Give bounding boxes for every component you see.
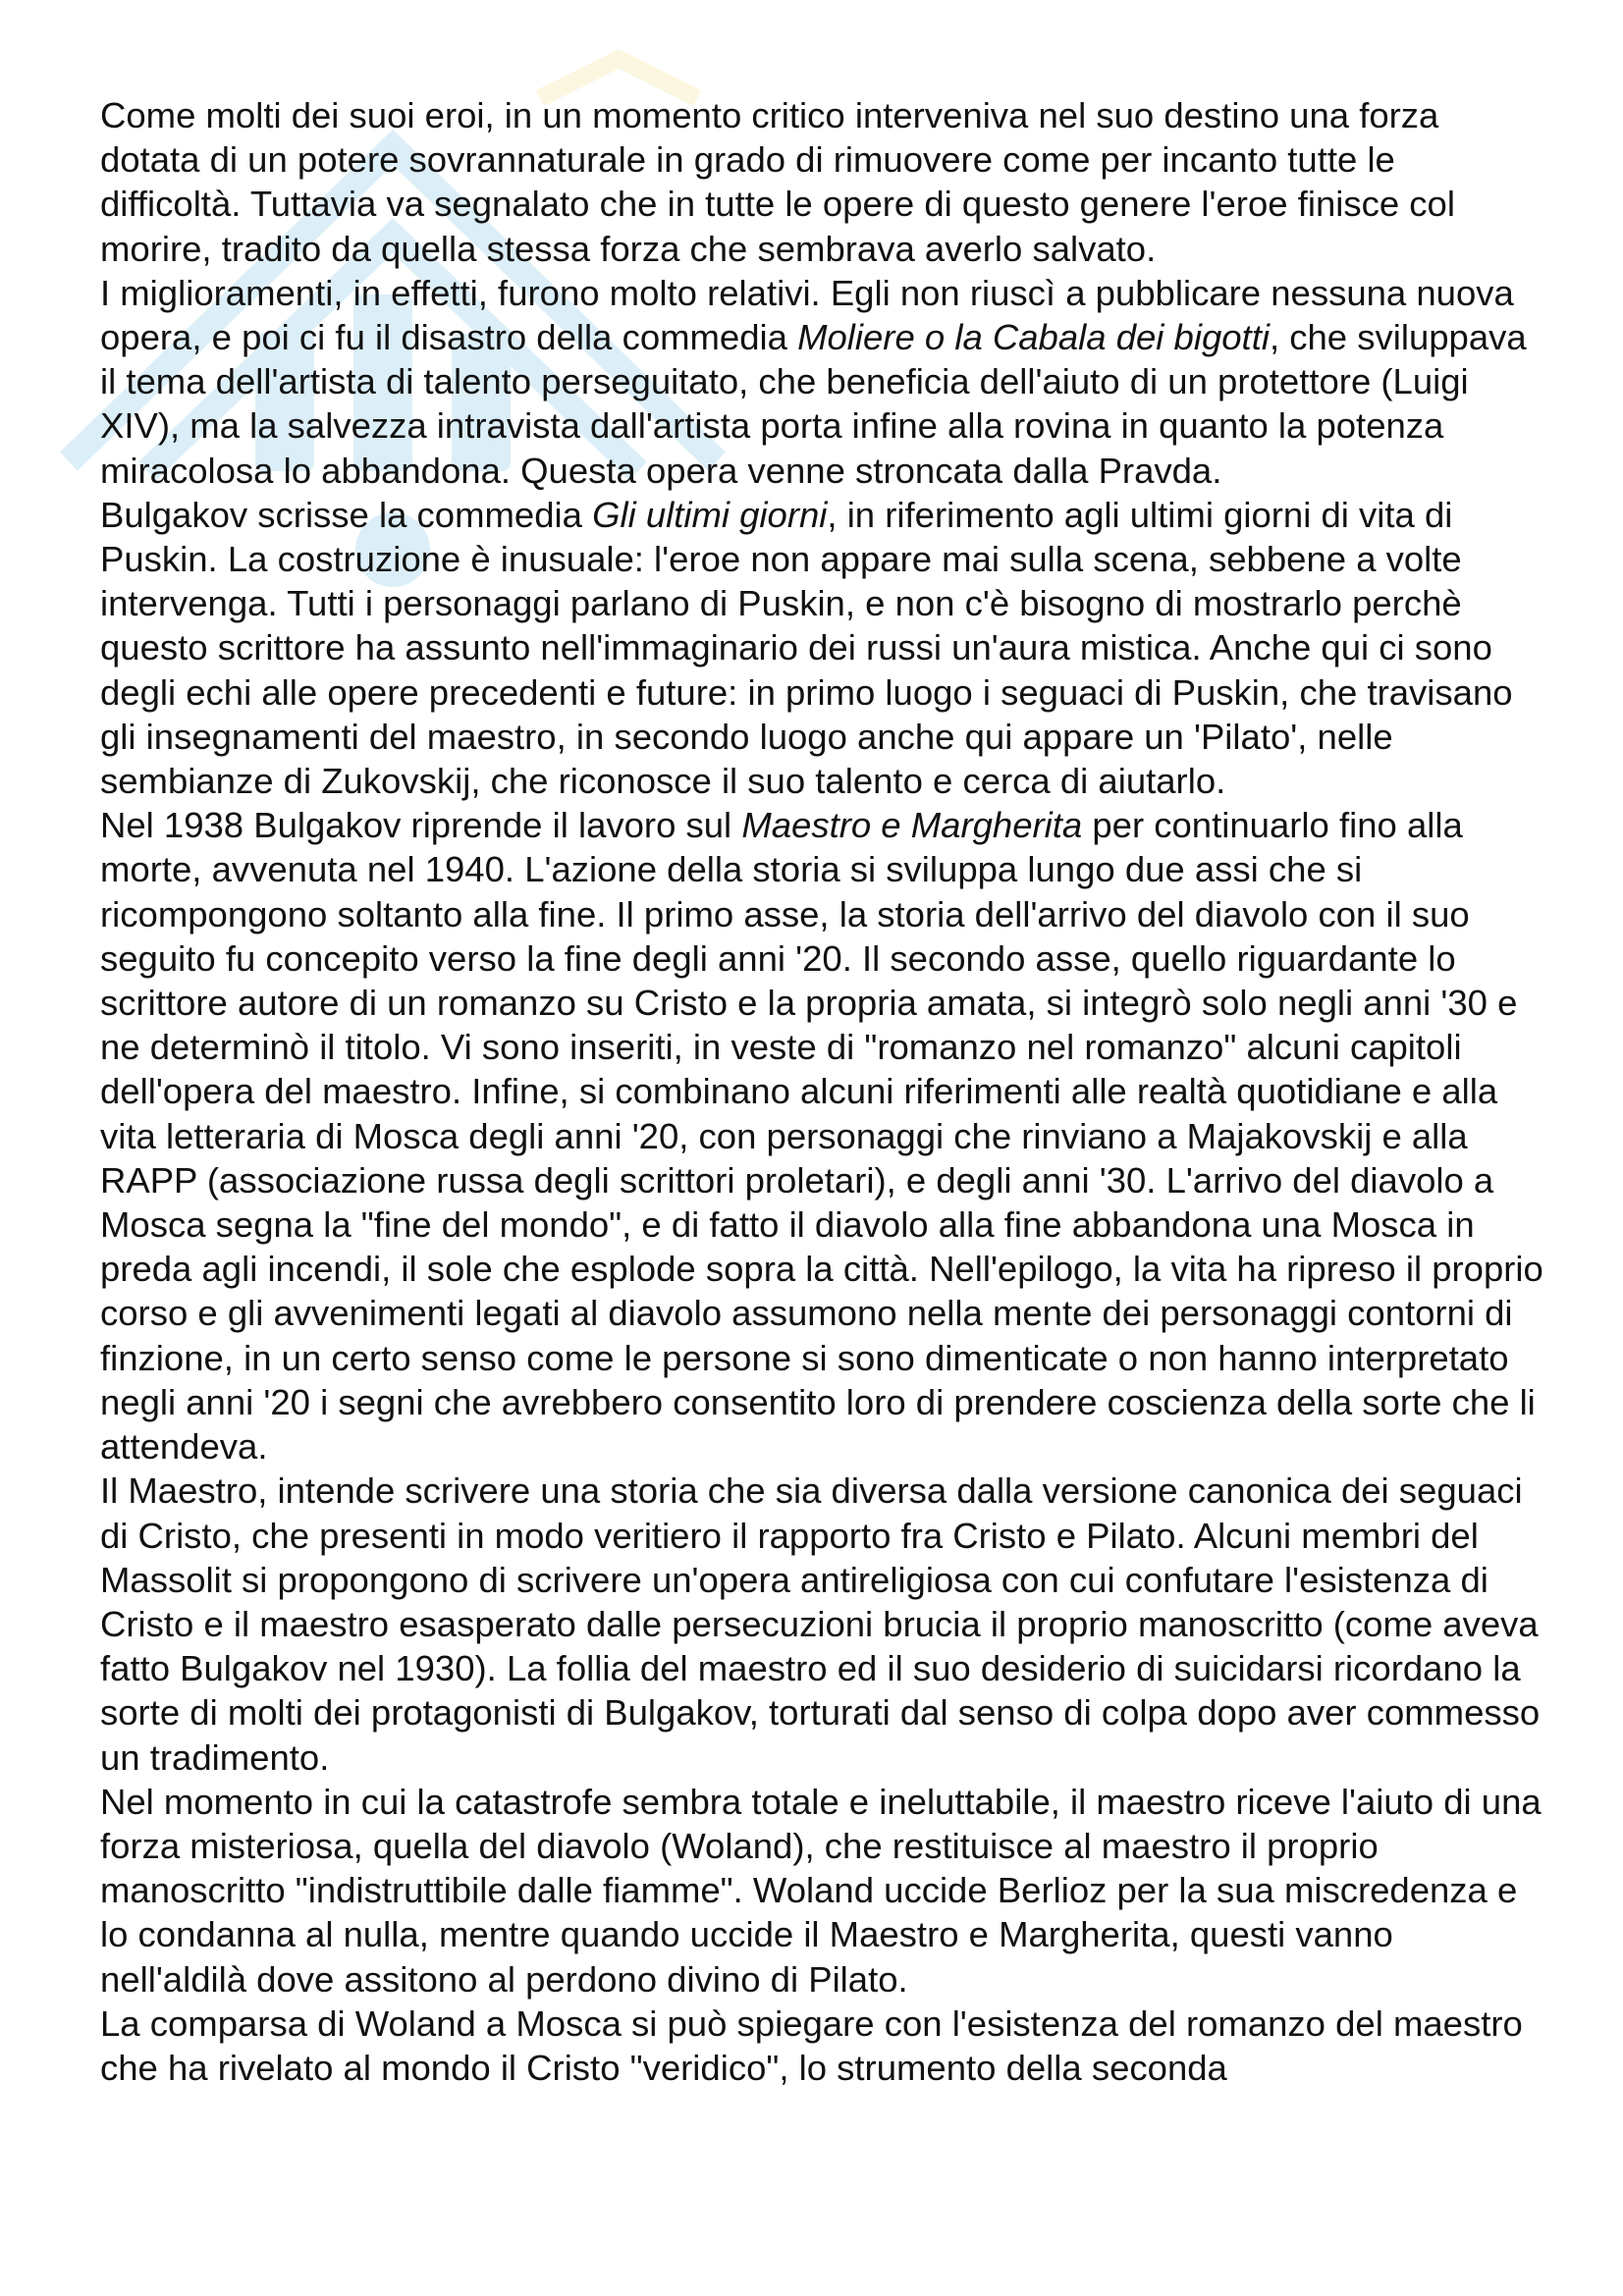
paragraph	[100, 1780, 1543, 2002]
paragraph	[100, 1468, 1543, 1779]
paragraph	[100, 93, 1543, 271]
paragraph-text: Nel momento in cui la catastrofe sembra totale e ineluttabile, il maestro riceve l'aiuto di una forza misteriosa, quella del diavolo (Woland), che restituisce al maestro il proprio manoscritto "indistruttibile dalle fiamme". Woland uccide Berlioz per la sua miscredenza e lo condanna al nulla, mentre quando uccide il Maestro e Margherita, questi vanno nell'aldilà dove assitono al perdono divino di Pilato.	[100, 1781, 1542, 2000]
paragraph-text: per continuarlo fino alla morte, avvenuta nel 1940. L'azione della storia si sviluppa lungo due assi che si ricompongono soltanto alla fine. Il primo asse, la storia dell'arrivo del diavolo con il suo seguito fu concepito verso la fine degli anni '20. Il secondo asse, quello riguardante lo scrittore autore di un romanzo su Cristo e la propria amata, si integrò solo negli anni '30 e ne determinò il titolo. Vi sono inseriti, in veste di "romanzo nel romanzo" alcuni capitoli dell'opera del maestro. Infine, si combinano alcuni riferimenti alle realtà quotidiane e alla vita letteraria di Mosca degli anni '20, con personaggi che rinviano a Majakovskij e alla RAPP (associazione russa degli scrittori proletari), e degli anni '30. L'arrivo del diavolo a Mosca segna la "fine del mondo", e di fatto il diavolo alla fine abbandona una Mosca in preda agli incendi, il sole che esplode sopra la città. Nell'epilogo, la vita ha ripreso il proprio corso e gli avvenimenti legati al diavolo assumono nella mente dei personaggi contorni di finzione, in un certo senso come le persone si sono dimenticate o non hanno interpretato negli anni '20 i segni che avrebbero consentito loro di prendere coscienza della sorte che li attendeva.	[100, 805, 1543, 1468]
paragraph	[100, 2002, 1543, 2090]
paragraph-text: , che sviluppava il tema dell'artista di talento perseguitato, che beneficia dell'aiuto di un protettore (Luigi XIV), ma la salvezza intravista dall'artista porta infine alla rovina in quanto la potenza miracolosa lo abbandona. Questa opera venne stroncata dalla Pravda.	[100, 317, 1527, 491]
paragraph-text: Nel 1938 Bulgakov riprende il lavoro sul	[100, 805, 742, 846]
paragraph	[100, 803, 1543, 1468]
paragraph-text: La comparsa di Woland a Mosca si può spiegare con l'esistenza del romanzo del maestro che ha rivelato al mondo il Cristo "veridico", lo strumento della seconda	[100, 2002, 1523, 2088]
paragraph	[100, 493, 1543, 803]
italic-title-text: Maestro e Margherita	[741, 805, 1083, 846]
paragraph-text: Bulgakov scrisse la commedia	[100, 494, 593, 535]
paragraph-text: I miglioramenti, in effetti, furono molto relativi. Egli non riuscì a pubblicare nessuna nuova opera, e poi ci fu il disastro della commedia	[100, 272, 1514, 358]
italic-title-text: Moliere o la Cabala dei bigotti	[797, 317, 1270, 358]
document-body	[100, 93, 1543, 2090]
paragraph	[100, 271, 1543, 493]
paragraph-text: Come molti dei suoi eroi, in un momento critico interveniva nel suo destino una forza dotata di un potere sovrannaturale in grado di rimuovere come per incanto tutte le difficoltà. Tuttavia va segnalato che in tutte le opere di questo genere l'eroe finisce col morire, tradito da quella stessa forza che sembrava averlo salvato.	[100, 95, 1455, 269]
paragraph-text: Il Maestro, intende scrivere una storia che sia diversa dalla versione canonica dei seguaci di Cristo, che presenti in modo veritiero il rapporto fra Cristo e Pilato. Alcuni membri del Massolit si propongono di scrivere un'opera antireligiosa con cui confutare l'esistenza di Cristo e il maestro esasperato dalle persecuzioni brucia il proprio manoscritto (come aveva fatto Bulgakov nel 1930). La follia del maestro ed il suo desiderio di suicidarsi ricordano la sorte di molti dei protagonisti di Bulgakov, torturati dal senso di colpa dopo aver commesso un tradimento.	[100, 1470, 1541, 1778]
paragraph-text: , in riferimento agli ultimi giorni di vita di Puskin. La costruzione è inusuale: l'eroe non appare mai sulla scena, sebbene a volte intervenga. Tutti i personaggi parlano di Puskin, e non c'è bisogno di mostrarlo perchè questo scrittore ha assunto nell'immaginario dei russi un'aura mistica. Anche qui ci sono degli echi alle opere precedenti e future: in primo luogo i seguaci di Puskin, che travisano gli insegnamenti del maestro, in secondo luogo anche qui appare un 'Pilato', nelle sembianze di Zukovskij, che riconosce il suo talento e cerca di aiutarlo.	[100, 494, 1513, 802]
italic-title-text: Gli ultimi giorni	[592, 494, 828, 535]
